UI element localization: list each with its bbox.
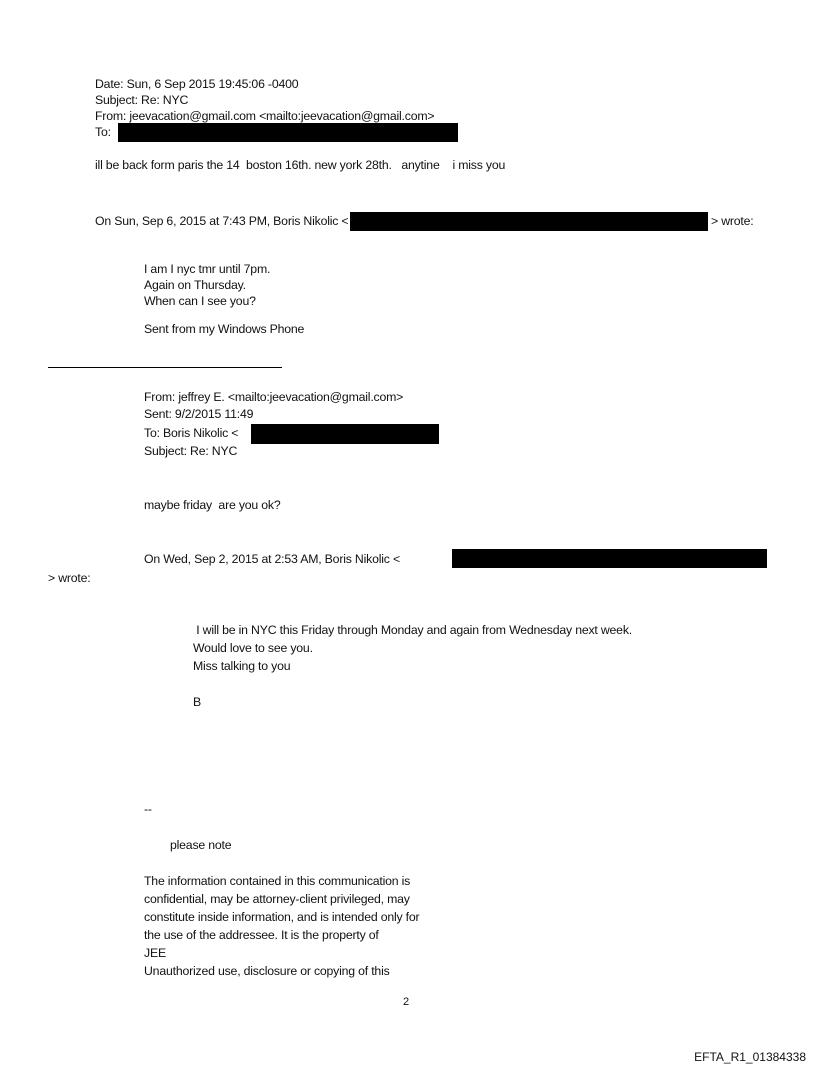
fwd-subject: Subject: Re: NYC xyxy=(144,444,238,458)
quote2-signoff: B xyxy=(193,695,202,709)
fwd-to: To: Boris Nikolic < xyxy=(144,426,239,440)
header-from: From: jeevacation@gmail.com <mailto:jeevacation@gmail.com> xyxy=(95,109,435,123)
quote2-line: Miss talking to you xyxy=(193,659,291,673)
quote1-line: I am I nyc tmr until 7pm. xyxy=(144,262,271,276)
page-number: 2 xyxy=(403,996,410,1008)
quote2-attribution: On Wed, Sep 2, 2015 at 2:53 AM, Boris Nikolic < xyxy=(144,552,400,566)
redaction-email-2 xyxy=(452,549,767,568)
fwd-body: maybe friday are you ok? xyxy=(144,498,281,512)
quote1-wrote: > wrote: xyxy=(711,214,754,228)
header-subject: Subject: Re: NYC xyxy=(95,93,189,107)
redaction-to xyxy=(118,123,458,142)
divider xyxy=(48,367,282,368)
quote1-line: Again on Thursday. xyxy=(144,278,246,292)
fwd-sent: Sent: 9/2/2015 11:49 xyxy=(144,407,254,421)
redaction-to-2 xyxy=(251,424,439,444)
bates-number: EFTA_R1_01384338 xyxy=(694,1050,806,1064)
disclaimer-line: the use of the addressee. It is the property of xyxy=(144,928,379,942)
fwd-from: From: jeffrey E. <mailto:jeevacation@gmail.com> xyxy=(144,390,404,404)
sig-dashes: -- xyxy=(144,802,152,816)
disclaimer-line: confidential, may be attorney-client privileged, may xyxy=(144,892,410,906)
header-date: Date: Sun, 6 Sep 2015 19:45:06 -0400 xyxy=(95,77,299,91)
disclaimer-line: Unauthorized use, disclosure or copying of this xyxy=(144,964,390,978)
sig-note: please note xyxy=(170,838,232,852)
quote2-line: Would love to see you. xyxy=(193,641,313,655)
disclaimer-line: The information contained in this communication is xyxy=(144,874,411,888)
redaction-email-1 xyxy=(350,212,708,231)
header-to-label: To: xyxy=(95,125,111,139)
quote2-line: I will be in NYC this Friday through Monday and again from Wednesday next week. xyxy=(193,623,632,637)
quote1-line: When can I see you? xyxy=(144,294,256,308)
quote1-signature: Sent from my Windows Phone xyxy=(144,322,305,336)
quote1-attribution: On Sun, Sep 6, 2015 at 7:43 PM, Boris Nikolic < xyxy=(95,214,349,228)
disclaimer-line: JEE xyxy=(144,946,166,960)
message-body: ill be back form paris the 14 boston 16th. new york 28th. anytine i miss you xyxy=(95,158,506,172)
quote2-wrote: > wrote: xyxy=(48,571,91,585)
disclaimer-line: constitute inside information, and is intended only for xyxy=(144,910,420,924)
